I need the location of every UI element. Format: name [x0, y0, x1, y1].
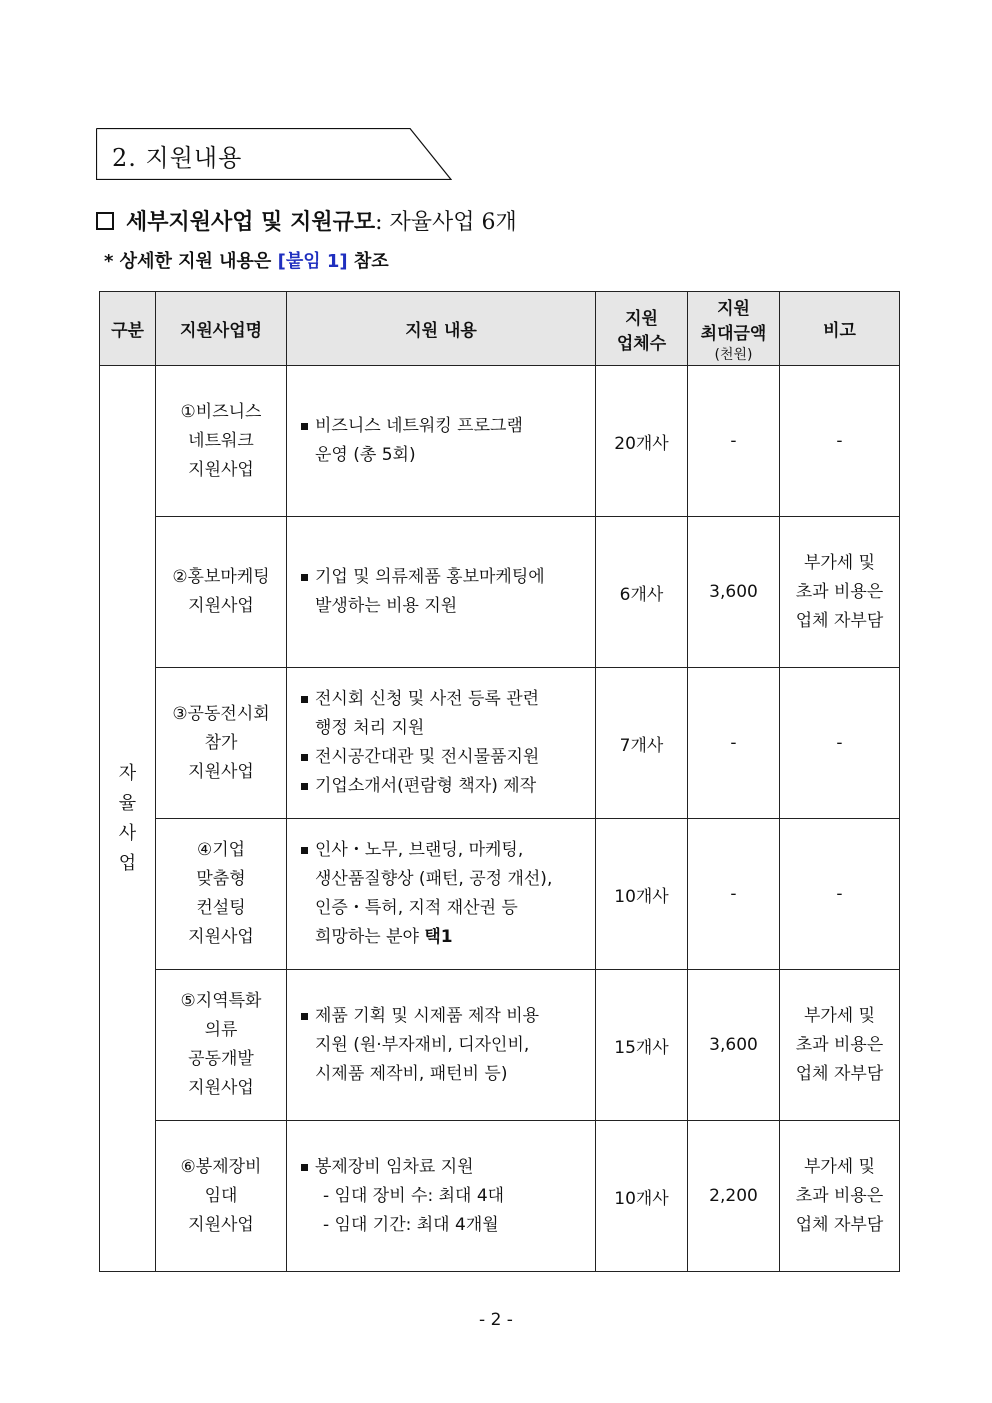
program-name-line: ④기업: [196, 840, 246, 860]
bullet-text: 제품 기획 및 시제품 제작 비용: [315, 1005, 540, 1026]
program-name-line: ⑤지역특화: [180, 991, 262, 1011]
square-bullet-icon: [301, 847, 308, 854]
bullet-item: [299, 1153, 589, 1182]
remark-cell: -: [780, 668, 900, 819]
category-char: 업: [118, 852, 137, 874]
header-name: 지원사업명: [156, 292, 287, 366]
header-remark: 비고: [780, 292, 900, 366]
sub-item: - 임대 기간: 최대 4개월: [323, 1214, 499, 1235]
program-name-line: 지원사업: [188, 761, 254, 782]
bullet-continuation: 발생하는 비용 지원: [315, 596, 458, 616]
table-row: [100, 1121, 900, 1272]
count-cell: 20개사: [596, 366, 688, 517]
program-name-line: ①비즈니스: [180, 401, 262, 422]
content-cell: [287, 1121, 596, 1272]
content-cell: [287, 668, 596, 819]
continuation-text: 희망하는 분야: [315, 927, 425, 947]
max-amount-cell: 2,200: [688, 1121, 780, 1272]
max-amount-cell: 3,600: [688, 517, 780, 668]
remark-cell: [780, 1121, 900, 1272]
page-number: - 2 -: [479, 1310, 513, 1330]
note-reference-link[interactable]: [붙임 1]: [277, 251, 348, 272]
program-name-cell: [156, 366, 287, 517]
header-category: 구분: [100, 292, 156, 366]
header-count-line1: 지원: [625, 308, 658, 329]
remark-cell: [780, 517, 900, 668]
program-name-line: 지원사업: [188, 596, 254, 616]
content-cell: [287, 366, 596, 517]
bullet-text: 전시공간대관 및 전시물품지원: [315, 747, 540, 767]
max-amount-cell: 3,600: [688, 970, 780, 1121]
header-max-unit: (천원): [714, 346, 753, 363]
program-name-cell: [156, 970, 287, 1121]
note-prefix: * 상세한 지원 내용은: [104, 251, 278, 272]
header-max-line2: 최대금액: [700, 323, 767, 344]
header-max-line1: 지원: [717, 298, 750, 319]
program-name-line: 지원사업: [188, 459, 254, 480]
bullet-continuation: 생산품질향상 (패턴, 공정 개선),: [315, 869, 553, 889]
category-char: 자: [118, 762, 137, 784]
program-name-cell: [156, 819, 287, 970]
bullet-text: 전시회 신청 및 사전 등록 관련: [315, 689, 540, 709]
program-name-line: 맞춤형: [196, 869, 246, 889]
table-row: [100, 517, 900, 668]
program-name-line: ③공동전시회: [172, 703, 270, 724]
category-char: 율: [118, 792, 137, 814]
program-name-cell: [156, 668, 287, 819]
bullet-continuation: 지원 (원·부자재비, 디자인비,: [315, 1034, 530, 1055]
header-content: 지원 내용: [287, 292, 596, 366]
bullet-continuation: 시제품 제작비, 패턴비 등): [315, 1063, 508, 1084]
remark-cell: -: [780, 366, 900, 517]
program-name-line: 네트워크: [188, 430, 254, 451]
remark-line: 초과 비용은: [795, 1034, 884, 1055]
program-name-line: 참가: [204, 732, 238, 753]
bullet-continuation: [299, 923, 589, 952]
count-cell: 7개사: [596, 668, 688, 819]
content-cell: [287, 970, 596, 1121]
bullet-continuation: 행정 처리 지원: [315, 718, 425, 738]
program-name-line: ②홍보마케팅: [172, 567, 270, 587]
program-name-cell: [156, 1121, 287, 1272]
program-name-line: 지원사업: [188, 1078, 254, 1098]
table-row: [100, 819, 900, 970]
square-bullet-icon: [301, 1013, 308, 1020]
section-title-box: [96, 128, 452, 180]
remark-line: 초과 비용은: [795, 581, 884, 602]
square-bullet-icon: [301, 754, 308, 761]
program-name-line: 지원사업: [188, 1214, 254, 1235]
header-count-line2: 업체수: [616, 333, 667, 354]
bullet-text: 기업소개서(편람형 책자) 제작: [315, 776, 537, 796]
category-cell: [100, 366, 156, 1272]
category-char: 사: [118, 822, 137, 844]
count-cell: 15개사: [596, 970, 688, 1121]
count-cell: 10개사: [596, 1121, 688, 1272]
bullet-text: 기업 및 의류제품 홍보마케팅에: [315, 567, 545, 587]
sub-item: - 임대 장비 수: 최대 4대: [323, 1185, 505, 1206]
remark-cell: -: [780, 819, 900, 970]
count-cell: 6개사: [596, 517, 688, 668]
bullet-item: [299, 563, 589, 592]
support-table: [99, 291, 900, 1272]
subsection-heading: [96, 205, 517, 236]
emphasis-text: 택1: [424, 927, 453, 947]
square-bullet-icon: [301, 1164, 308, 1171]
remark-line: 업체 자부담: [795, 1214, 884, 1235]
program-name-line: 임대: [204, 1185, 238, 1206]
bullet-item: [299, 1002, 589, 1031]
bullet-item: [299, 772, 589, 801]
bullet-item: [299, 412, 589, 441]
note-suffix: 참조: [347, 251, 389, 272]
remark-line: 초과 비용은: [795, 1185, 884, 1206]
bullet-item: [299, 836, 589, 865]
remark-cell: [780, 970, 900, 1121]
table-header-row: [100, 292, 900, 366]
bullet-continuation: 인증・특허, 지적 재산권 등: [315, 898, 518, 918]
remark-line: 업체 자부담: [795, 1063, 884, 1084]
remark-line: 부가세 및: [803, 1005, 876, 1026]
square-bullet-icon: [301, 574, 308, 581]
heading-bold-text: 세부지원사업 및 지원규모: [126, 209, 376, 235]
count-cell: 10개사: [596, 819, 688, 970]
max-amount-cell: -: [688, 819, 780, 970]
square-bullet-icon: [301, 783, 308, 790]
remark-line: 부가세 및: [803, 1156, 876, 1177]
program-name-line: 컨설팅: [196, 898, 246, 918]
bullet-continuation: 운영 (총 5회): [315, 445, 416, 465]
bullet-item: [299, 685, 589, 714]
table-row: [100, 668, 900, 819]
program-name-line: 의류: [204, 1020, 238, 1040]
section-title: 2. 지원내용: [112, 144, 243, 172]
remark-line: 부가세 및: [803, 552, 876, 573]
max-amount-cell: -: [688, 668, 780, 819]
program-name-line: ⑥봉제장비: [180, 1156, 262, 1177]
program-name-line: 공동개발: [188, 1049, 254, 1069]
content-cell: [287, 819, 596, 970]
table-row: [100, 970, 900, 1121]
table-row: [100, 366, 900, 517]
checkbox-square-icon: [96, 212, 114, 230]
program-name-line: 지원사업: [188, 927, 254, 947]
header-count: [596, 292, 688, 366]
bullet-text: 봉제장비 임차료 지원: [315, 1156, 474, 1177]
bullet-item: [299, 743, 589, 772]
program-name-cell: [156, 517, 287, 668]
content-cell: [287, 517, 596, 668]
square-bullet-icon: [301, 423, 308, 430]
remark-line: 업체 자부담: [795, 610, 884, 631]
bullet-text: 인사・노무, 브랜딩, 마케팅,: [315, 840, 524, 860]
bullet-text: 비즈니스 네트워킹 프로그램: [315, 416, 523, 436]
max-amount-cell: -: [688, 366, 780, 517]
reference-note: [104, 247, 389, 273]
square-bullet-icon: [301, 696, 308, 703]
heading-rest-text: : 자율사업 6개: [375, 210, 517, 235]
header-max: [688, 292, 780, 366]
